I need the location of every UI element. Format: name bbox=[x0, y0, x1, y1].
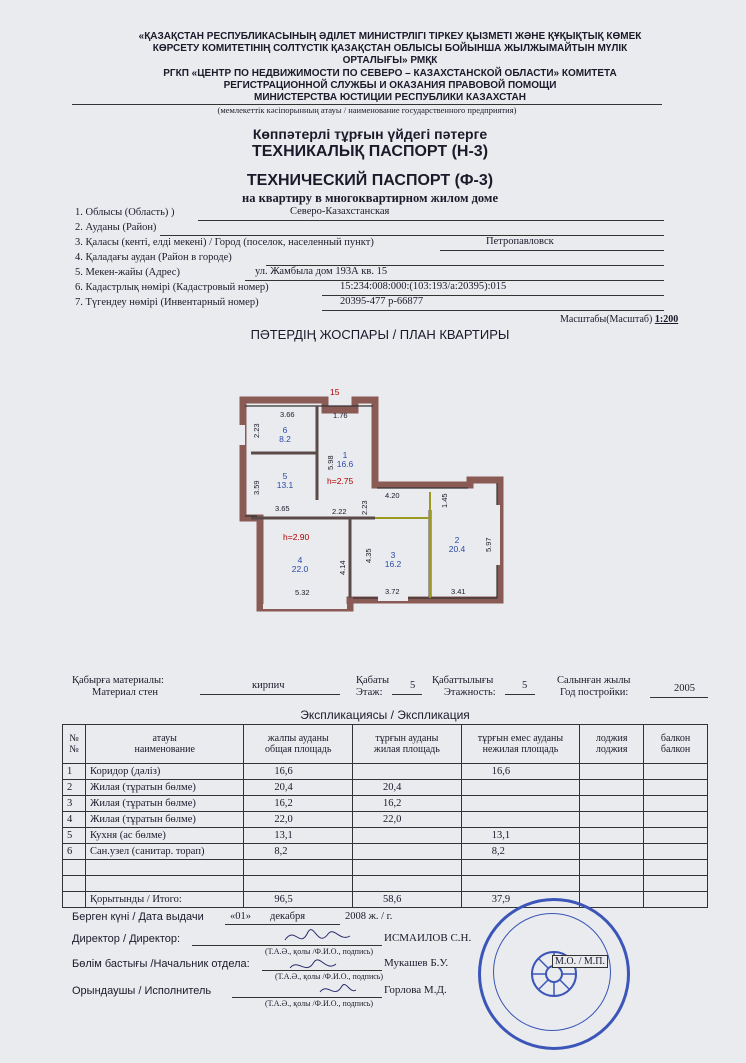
year-label-kz: Салынған жылы bbox=[557, 675, 631, 686]
table-cell bbox=[353, 764, 462, 780]
col-living-area-kz: тұрғын ауданы bbox=[375, 733, 439, 744]
dim-7: 2.22 bbox=[332, 507, 347, 516]
table-cell: 22,0 bbox=[244, 812, 353, 828]
walls-label-kz: Қабырға материалы: bbox=[72, 675, 164, 686]
table-cell bbox=[580, 812, 644, 828]
total-cell bbox=[580, 892, 644, 908]
total-cell: 96,5 bbox=[244, 892, 353, 908]
table-cell: 3 bbox=[63, 796, 86, 812]
org-header-line-4: РГКП «ЦЕНТР ПО НЕДВИЖИМОСТИ ПО СЕВЕРО – КАЗАХСТАНСКОЙ ОБЛАСТИ» КОМИТЕТА bbox=[163, 68, 617, 79]
executor-name: Горлова М.Д. bbox=[384, 984, 447, 996]
dim-2: 1.76 bbox=[333, 411, 348, 420]
year-value: 2005 bbox=[674, 683, 695, 694]
table-cell bbox=[461, 796, 580, 812]
field-district-label: 2. Ауданы (Район) bbox=[75, 222, 157, 233]
room-5-no: 5 bbox=[282, 471, 288, 481]
table-row bbox=[63, 876, 708, 892]
total-cell: Қорытынды / Итого: bbox=[85, 892, 243, 908]
field-address-label: 5. Мекен-жайы (Адрес) bbox=[75, 267, 180, 278]
col-no-ru: № bbox=[69, 744, 79, 755]
dim-1: 3.66 bbox=[280, 410, 295, 419]
table-cell bbox=[85, 860, 243, 876]
table-body bbox=[63, 764, 708, 908]
table-cell: 1 bbox=[63, 764, 86, 780]
signature-executor bbox=[320, 984, 356, 992]
table-cell bbox=[63, 860, 86, 876]
field-cadastral-label: 6. Кадастрлық нөмірі (Кадастровый номер) bbox=[75, 282, 269, 293]
head-sig-caption: (Т.А.Ә., қолы /Ф.И.О., подпись) bbox=[275, 972, 384, 981]
stamp-emblem-icon bbox=[524, 944, 584, 1004]
table-row bbox=[63, 860, 708, 876]
table-cell bbox=[353, 876, 462, 892]
table-cell bbox=[461, 812, 580, 828]
dim-15: 3.72 bbox=[385, 587, 400, 596]
org-header-line-3: ОРТАЛЫҒЫ» РМҚК bbox=[342, 55, 438, 66]
table-header-row bbox=[63, 725, 708, 764]
table-cell bbox=[580, 844, 644, 860]
col-nonliving-area bbox=[461, 725, 580, 764]
col-loggia bbox=[580, 725, 644, 764]
field-city-district-label: 4. Қаладағы аудан (Район в городе) bbox=[75, 252, 232, 263]
official-stamp bbox=[478, 898, 630, 1050]
table-cell bbox=[580, 764, 644, 780]
table-cell: 13,1 bbox=[244, 828, 353, 844]
signature-director bbox=[285, 930, 350, 940]
total-cell: 58,6 bbox=[353, 892, 462, 908]
total-cell bbox=[644, 892, 708, 908]
table-cell bbox=[580, 828, 644, 844]
col-balcony-kz: балкон bbox=[660, 733, 691, 744]
table-cell: 16,2 bbox=[244, 796, 353, 812]
table-row bbox=[63, 812, 708, 828]
floors-label-ru: Этажность: bbox=[444, 687, 496, 698]
table-cell bbox=[644, 812, 708, 828]
col-total-area bbox=[244, 725, 353, 764]
dim-14: 5.32 bbox=[295, 588, 310, 597]
table-cell bbox=[644, 860, 708, 876]
plan-title: ПӘТЕРДІҢ ЖОСПАРЫ / ПЛАН КВАРТИРЫ bbox=[250, 327, 510, 342]
table-cell: Коридор (дәліз) bbox=[85, 764, 243, 780]
room-1-no: 1 bbox=[342, 450, 348, 460]
col-loggia-kz: лоджия bbox=[595, 733, 628, 744]
total-cell bbox=[63, 892, 86, 908]
room-1-area: 16.6 bbox=[336, 459, 354, 469]
title-ru-2: на квартиру в многоквартирном жилом доме bbox=[242, 191, 498, 205]
table-cell: 16,6 bbox=[461, 764, 580, 780]
explication-title: Экспликациясы / Экспликация bbox=[300, 708, 470, 722]
table-cell bbox=[353, 860, 462, 876]
field-city-rule bbox=[440, 250, 664, 251]
floor-rule bbox=[392, 694, 422, 695]
table-cell: Жилая (тұратын бөлме) bbox=[85, 780, 243, 796]
field-inventory-value: 20395-477 р-66877 bbox=[340, 296, 424, 307]
table-cell bbox=[644, 780, 708, 796]
col-name bbox=[85, 725, 243, 764]
dim-3: 2.23 bbox=[252, 423, 261, 438]
col-balcony bbox=[644, 725, 708, 764]
room-height: h=2.90 bbox=[283, 532, 310, 542]
title-ru-1: ТЕХНИЧЕСКИЙ ПАСПОРТ (Ф-3) bbox=[246, 172, 494, 189]
dim-16: 3.41 bbox=[451, 587, 466, 596]
room-5-area: 13.1 bbox=[276, 480, 294, 490]
floor-value: 5 bbox=[410, 680, 416, 691]
table-cell bbox=[644, 764, 708, 780]
director-label: Директор / Директор: bbox=[72, 933, 181, 945]
table-cell bbox=[85, 876, 243, 892]
field-inventory-rule bbox=[322, 310, 664, 311]
room-4-no: 4 bbox=[297, 555, 303, 565]
room-6-area: 8.2 bbox=[279, 434, 291, 444]
col-no-kz: № bbox=[69, 733, 79, 744]
room-2-no: 2 bbox=[454, 535, 460, 545]
dim-10: 1.45 bbox=[440, 493, 449, 508]
org-header-line-2: КӨРСЕТУ КОМИТЕТІНІҢ СОЛТҮСТІК ҚАЗАҚСТАН ОБЛЫСЫ БОЙЫНША ЖЫЛЖЫМАЙТЫН МҮЛІК bbox=[152, 43, 628, 54]
table-cell bbox=[644, 844, 708, 860]
org-header-line-5: РЕГИСТРАЦИОННОЙ СЛУЖБЫ И ОКАЗАНИЯ ПРАВОВОЙ ПОМОЩИ bbox=[223, 80, 557, 91]
col-name-kz: атауы bbox=[152, 733, 177, 744]
table-cell: 16,2 bbox=[353, 796, 462, 812]
col-living-area bbox=[353, 725, 462, 764]
floors-value: 5 bbox=[522, 680, 528, 691]
table-cell: 5 bbox=[63, 828, 86, 844]
floors-rule bbox=[505, 694, 535, 695]
issue-date-year: 2008 ж. / г. bbox=[345, 911, 393, 922]
room-6-no: 6 bbox=[282, 425, 288, 435]
executor-sig-caption: (Т.А.Ә., қолы /Ф.И.О., подпись) bbox=[265, 999, 374, 1008]
room-3-area: 16.2 bbox=[384, 559, 402, 569]
table-cell bbox=[353, 828, 462, 844]
head-name: Мукашев Б.У. bbox=[384, 957, 449, 969]
col-balcony-ru: балкон bbox=[660, 744, 691, 755]
apartment-number: 15 bbox=[330, 387, 340, 397]
floor-label-kz: Қабаты bbox=[356, 675, 390, 686]
org-header-line-1: «ҚАЗАҚСТАН РЕСПУБЛИКАСЫНЫҢ ӘДІЛЕТ МИНИСТРЛІГІ ТІРКЕУ ҚЫЗМЕТІ ЖӘНЕ ҚҰҚЫҚТЫҚ КӨМЕК bbox=[138, 31, 642, 42]
table-cell: 20,4 bbox=[244, 780, 353, 796]
dim-12: 4.14 bbox=[338, 560, 347, 575]
table-cell bbox=[244, 860, 353, 876]
field-region-label: 1. Облысы (Область) ) bbox=[75, 207, 175, 218]
floor-label-ru: Этаж: bbox=[356, 687, 383, 698]
dim-9: 4.20 bbox=[385, 491, 400, 500]
table-cell bbox=[644, 828, 708, 844]
dim-8: 2.23 bbox=[360, 500, 369, 515]
corridor-height: h=2.75 bbox=[327, 476, 354, 486]
walls-rule bbox=[200, 694, 340, 695]
table-cell: 20,4 bbox=[353, 780, 462, 796]
field-region-rule bbox=[198, 220, 664, 221]
col-nonliving-area-kz: тұрғын емес ауданы bbox=[477, 733, 564, 744]
table-cell: Кухня (ас бөлме) bbox=[85, 828, 243, 844]
table-row bbox=[63, 828, 708, 844]
table-cell bbox=[580, 780, 644, 796]
table-total-row bbox=[63, 892, 708, 908]
table-cell bbox=[461, 860, 580, 876]
table-cell: Жилая (тұратын бөлме) bbox=[85, 796, 243, 812]
explication-table bbox=[62, 724, 708, 908]
table-cell: 4 bbox=[63, 812, 86, 828]
field-city-value: Петропавловск bbox=[486, 236, 554, 247]
col-loggia-ru: лоджия bbox=[595, 744, 628, 755]
field-district-rule bbox=[160, 235, 664, 236]
head-label: Бөлім бастығы /Начальник отдела: bbox=[72, 958, 250, 970]
field-inventory-label: 7. Түгендеу нөмірі (Инвентарный номер) bbox=[75, 297, 259, 308]
dim-13: 5.97 bbox=[484, 537, 493, 552]
field-region-value: Северо-Казахстанская bbox=[290, 206, 390, 217]
field-address-value: ул. Жамбыла дом 193А кв. 15 bbox=[255, 266, 388, 277]
dim-11: 4.35 bbox=[364, 548, 373, 563]
col-living-area-ru: жилая площадь bbox=[373, 744, 440, 755]
table-cell: 2 bbox=[63, 780, 86, 796]
table-cell bbox=[63, 876, 86, 892]
director-sig-caption: (Т.А.Ә., қолы /Ф.И.О., подпись) bbox=[265, 947, 374, 956]
table-cell: 8,2 bbox=[461, 844, 580, 860]
walls-label-ru: Материал стен bbox=[92, 687, 158, 698]
dim-6: 3.65 bbox=[275, 504, 290, 513]
table-cell: 8,2 bbox=[244, 844, 353, 860]
executor-label: Орындаушы / Исполнитель bbox=[72, 985, 212, 997]
field-city-label: 3. Қаласы (кенті, елді мекені) / Город (поселок, населенный пункт) bbox=[75, 237, 374, 248]
table-cell bbox=[353, 844, 462, 860]
walls-value: кирпич bbox=[252, 680, 285, 691]
table-cell: 22,0 bbox=[353, 812, 462, 828]
room-3-no: 3 bbox=[390, 550, 396, 560]
issue-date-month: декабря bbox=[270, 911, 306, 922]
signature-head bbox=[290, 960, 336, 968]
table-row bbox=[63, 764, 708, 780]
table-cell bbox=[580, 860, 644, 876]
issue-date-day: «01» bbox=[230, 911, 251, 922]
total-cell: 37,9 bbox=[461, 892, 580, 908]
table-row bbox=[63, 796, 708, 812]
table-cell bbox=[644, 876, 708, 892]
scale-label-text: Масштабы(Масштаб) bbox=[560, 314, 653, 325]
col-no bbox=[63, 725, 86, 764]
dim-5: 3.59 bbox=[252, 480, 261, 495]
issue-date-label: Берген күні / Дата выдачи bbox=[72, 911, 204, 923]
col-name-ru: наименование bbox=[134, 744, 195, 755]
floor-plan bbox=[225, 380, 525, 640]
scale-label bbox=[560, 314, 678, 325]
org-header-line-6: МИНИСТЕРСТВА ЮСТИЦИИ РЕСПУБЛИКИ КАЗАХСТАН bbox=[254, 92, 526, 103]
col-nonliving-area-ru: нежилая площадь bbox=[482, 744, 559, 755]
table-row bbox=[63, 844, 708, 860]
field-cadastral-value: 15:234:008:000:(103:193/а:20395):015 bbox=[340, 281, 507, 292]
director-name: ИСМАИЛОВ С.Н. bbox=[384, 932, 472, 944]
year-rule bbox=[650, 697, 708, 698]
table-cell bbox=[580, 876, 644, 892]
col-total-area-kz: жалпы ауданы bbox=[267, 733, 329, 744]
scale-value: 1:200 bbox=[654, 314, 679, 325]
room-2-area: 20.4 bbox=[448, 544, 466, 554]
room-4-area: 22.0 bbox=[291, 564, 309, 574]
title-kz-2: ТЕХНИКАЛЫҚ ПАСПОРТ (Н-3) bbox=[251, 143, 489, 160]
table-cell bbox=[461, 876, 580, 892]
table-cell: Сан.узел (санитар. торап) bbox=[85, 844, 243, 860]
table-cell: Жилая (тұратын бөлме) bbox=[85, 812, 243, 828]
year-label-ru: Год постройки: bbox=[560, 687, 629, 698]
table-cell: 6 bbox=[63, 844, 86, 860]
table-cell bbox=[244, 876, 353, 892]
signature-scribbles bbox=[280, 920, 360, 1010]
title-kz-1: Көппәтерлі тұрғын үйдегі пәтерге bbox=[252, 126, 488, 142]
dim-4: 5.98 bbox=[326, 455, 335, 470]
table-cell: 13,1 bbox=[461, 828, 580, 844]
table-row bbox=[63, 780, 708, 796]
table-cell bbox=[461, 780, 580, 796]
table-cell bbox=[580, 796, 644, 812]
table-cell bbox=[644, 796, 708, 812]
table-cell: 16,6 bbox=[244, 764, 353, 780]
header-caption: (мемлекеттік кәсіпорынның атауы / наименование государственного предприятия) bbox=[217, 105, 517, 115]
floors-label-kz: Қабаттылығы bbox=[432, 675, 494, 686]
stamp-place-mark: М.О. / М.П. bbox=[552, 955, 608, 968]
col-total-area-ru: общая площадь bbox=[264, 744, 332, 755]
